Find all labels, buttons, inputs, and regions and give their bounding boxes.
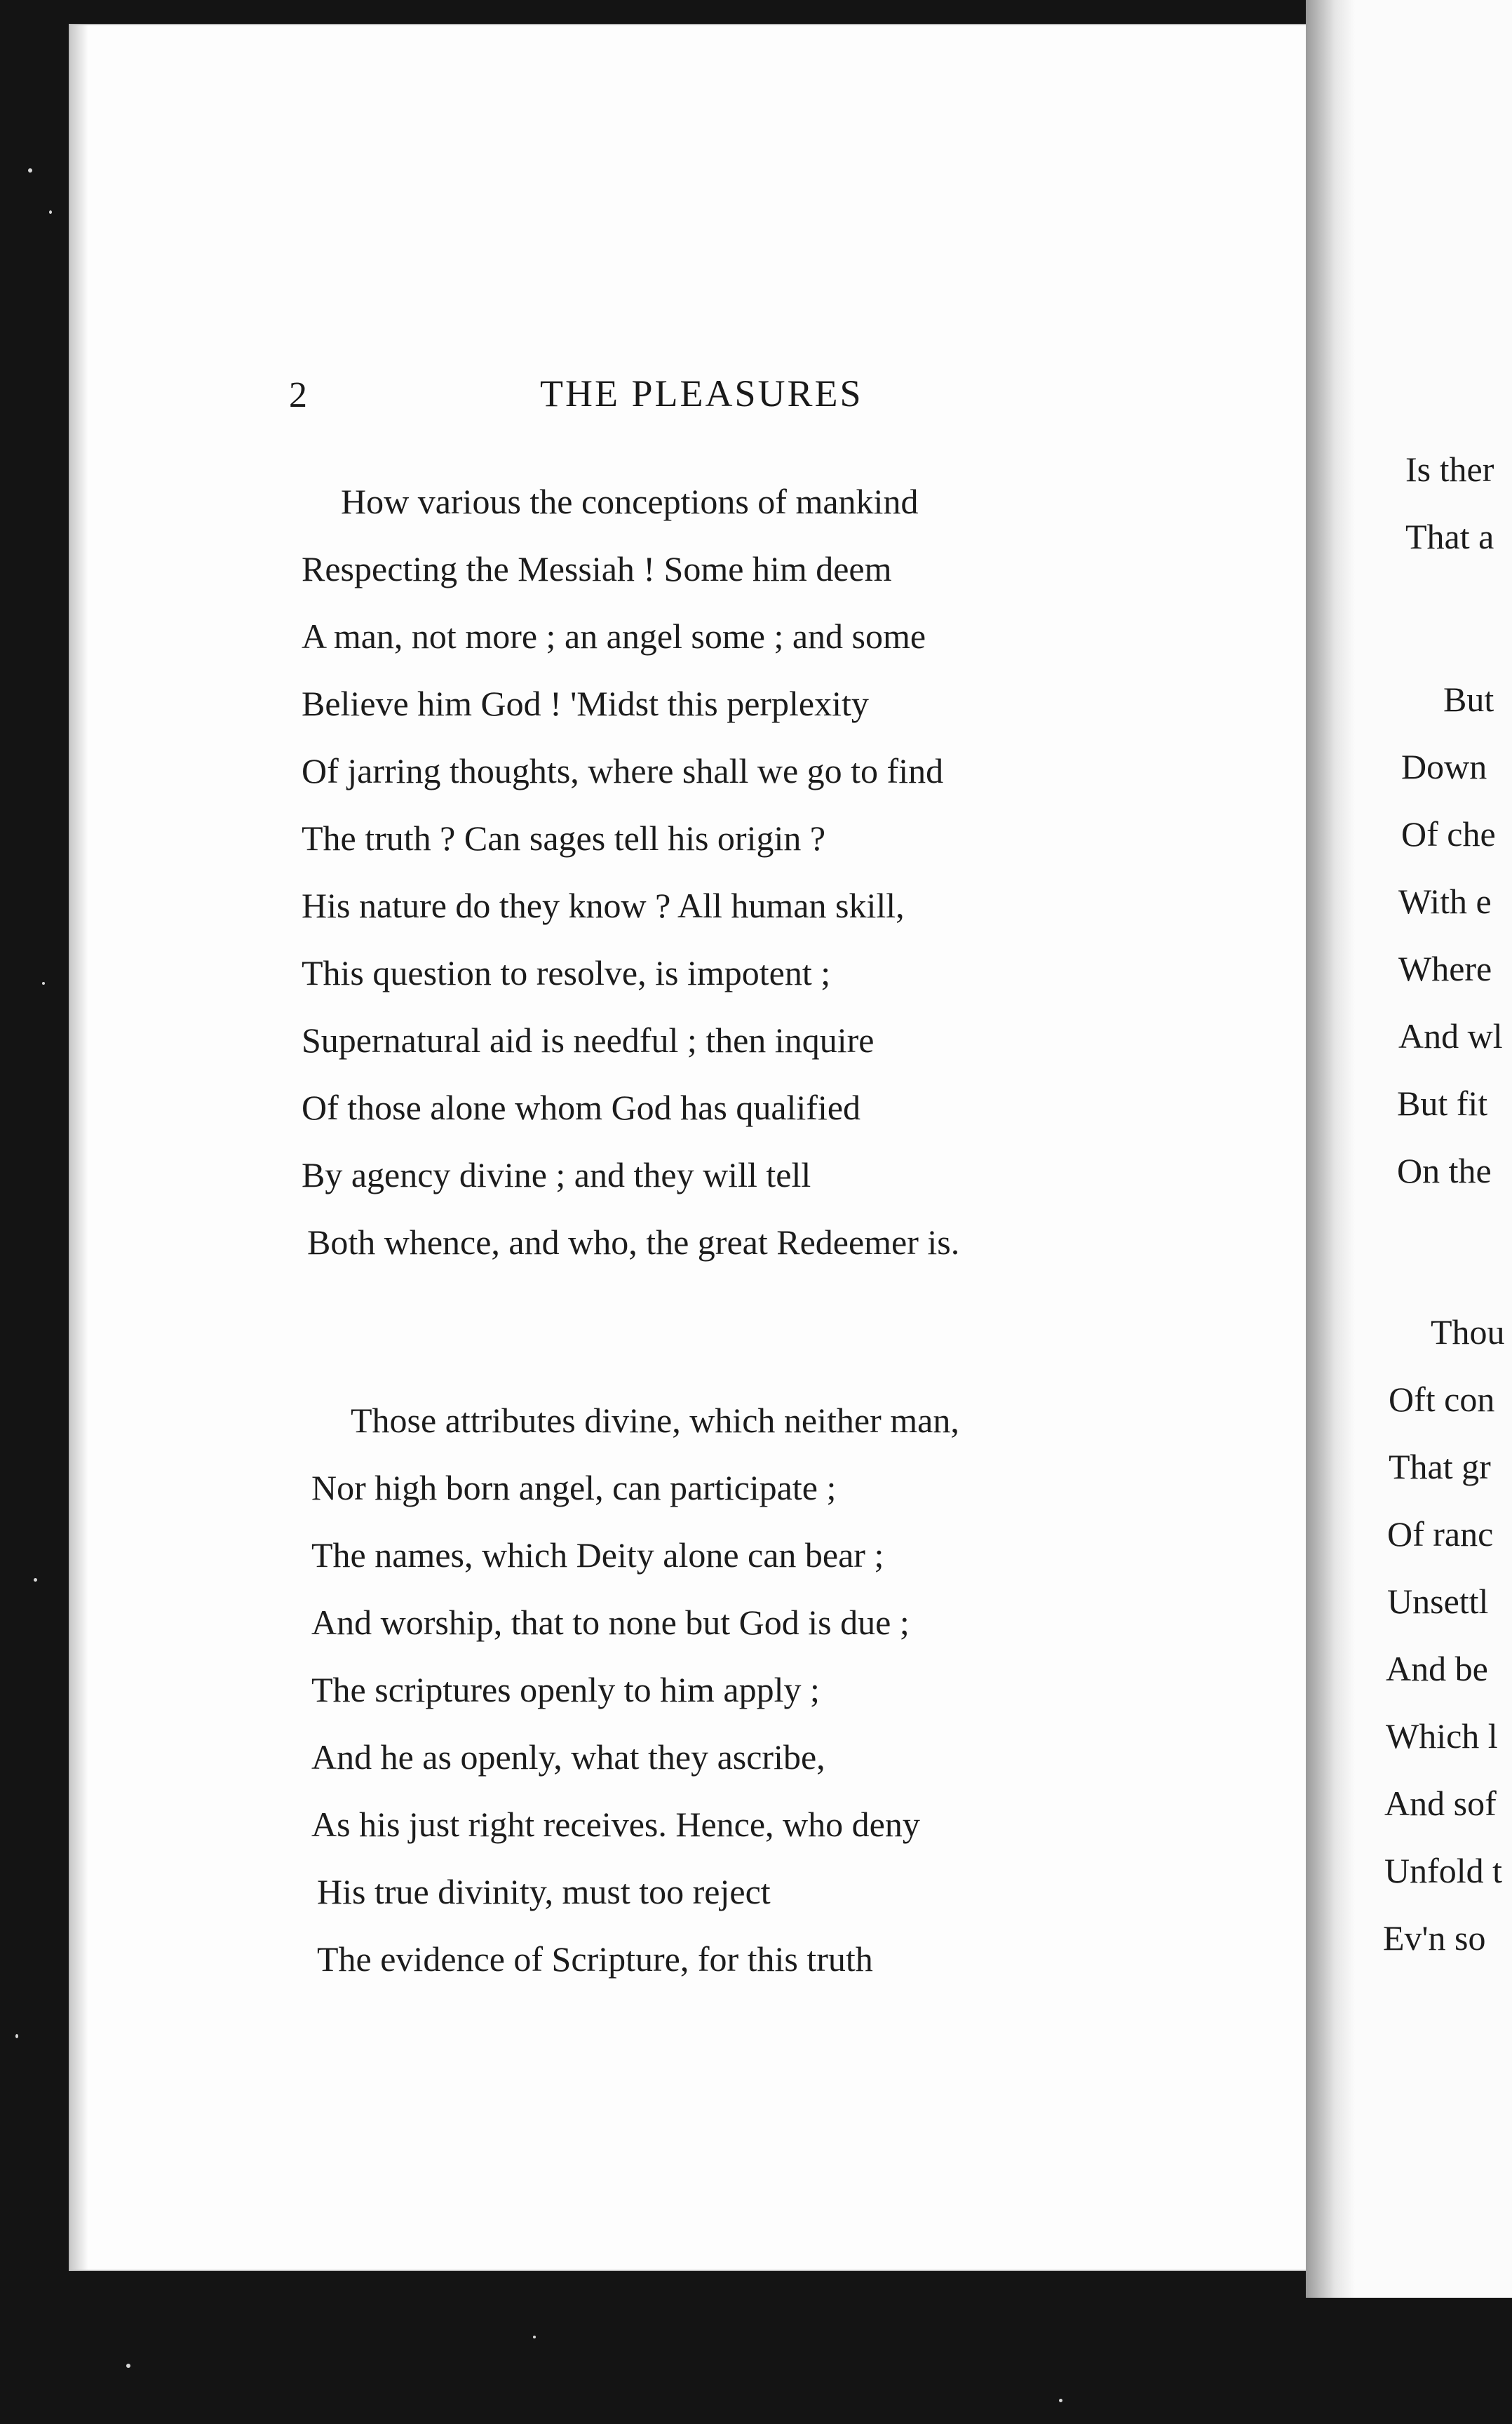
fragment-line: Where bbox=[1398, 949, 1492, 988]
fragment-line: Of ranc bbox=[1387, 1514, 1494, 1554]
verse-line: And worship, that to none but God is due ; bbox=[311, 1603, 910, 1642]
verse-line: And he as openly, what they ascribe, bbox=[311, 1737, 825, 1777]
verse-line: How various the conceptions of mankind bbox=[341, 482, 919, 521]
fragment-line: Which l bbox=[1386, 1716, 1498, 1756]
verse-line: By agency divine ; and they will tell bbox=[302, 1155, 811, 1194]
fragment-line: But bbox=[1443, 680, 1494, 719]
verse-line: Nor high born angel, can participate ; bbox=[311, 1468, 837, 1507]
verse-line: This question to resolve, is impotent ; bbox=[302, 953, 831, 992]
verse-line: Those attributes divine, which neither man, bbox=[351, 1401, 959, 1440]
scan-speck bbox=[533, 2336, 536, 2338]
fragment-line: Oft con bbox=[1389, 1380, 1495, 1419]
verse-line: His nature do they know ? All human skill, bbox=[302, 886, 905, 925]
verse-line: His true divinity, must too reject bbox=[317, 1872, 771, 1911]
left-page bbox=[70, 25, 1306, 2270]
fragment-line: And sof bbox=[1384, 1784, 1497, 1823]
verse-line: As his just right receives. Hence, who deny bbox=[311, 1805, 920, 1844]
verse-line: Supernatural aid is needful ; then inquire bbox=[302, 1021, 875, 1060]
verse-line: The truth ? Can sages tell his origin ? bbox=[302, 819, 826, 858]
verse-line: The names, which Deity alone can bear ; bbox=[311, 1535, 884, 1575]
fragment-line: Unsettl bbox=[1387, 1582, 1489, 1621]
running-head: THE PLEASURES bbox=[540, 372, 863, 415]
verse-line: Believe him God ! 'Midst this perplexity bbox=[302, 684, 869, 723]
scan-speck bbox=[15, 2034, 18, 2038]
fragment-line: Thou bbox=[1431, 1312, 1505, 1352]
fragment-line: Down bbox=[1401, 747, 1487, 786]
verse-line: The scriptures openly to him apply ; bbox=[311, 1670, 820, 1709]
scan-speck bbox=[28, 168, 32, 173]
fragment-line: Of che bbox=[1401, 814, 1496, 854]
verse-line: Respecting the Messiah ! Some him deem bbox=[302, 549, 892, 588]
scan-speck bbox=[34, 1578, 37, 1582]
fragment-line: Ev'n so bbox=[1383, 1918, 1486, 1958]
verse-line: A man, not more ; an angel some ; and some bbox=[302, 617, 926, 656]
scan-speck bbox=[126, 2364, 130, 2368]
right-page bbox=[1306, 0, 1512, 2298]
fragment-line: And wl bbox=[1398, 1016, 1503, 1056]
fragment-line: But fit bbox=[1397, 1084, 1488, 1123]
verse-line: Both whence, and who, the great Redeemer is. bbox=[307, 1223, 960, 1262]
scan-speck bbox=[49, 210, 52, 214]
scan-speck bbox=[42, 982, 45, 985]
fragment-line: On the bbox=[1397, 1151, 1492, 1190]
fragment-line: Unfold t bbox=[1384, 1851, 1503, 1890]
fragment-line: That a bbox=[1405, 517, 1494, 556]
verse-line: Of jarring thoughts, where shall we go to find bbox=[302, 751, 944, 790]
verse-line: Of those alone whom God has qualified bbox=[302, 1088, 861, 1127]
fragment-line: That gr bbox=[1389, 1447, 1491, 1486]
fragment-line: And be bbox=[1386, 1649, 1488, 1688]
page-number: 2 bbox=[289, 375, 307, 415]
verse-line: The evidence of Scripture, for this truth bbox=[317, 1939, 873, 1979]
fragment-line: With e bbox=[1398, 882, 1492, 921]
fragment-line: Is ther bbox=[1405, 450, 1494, 489]
scan-speck bbox=[1059, 2399, 1062, 2402]
